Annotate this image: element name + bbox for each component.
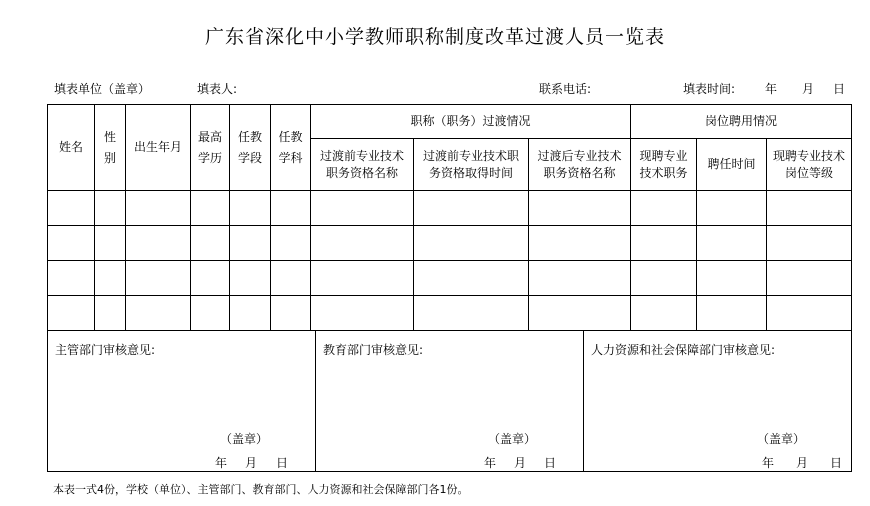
- hr-review-box[interactable]: [583, 331, 851, 471]
- cell-name[interactable]: [48, 191, 95, 226]
- cell-name[interactable]: [48, 296, 95, 331]
- cell-hire-time[interactable]: [697, 191, 767, 226]
- cell-hire-time[interactable]: [697, 226, 767, 261]
- cell-name[interactable]: [48, 261, 95, 296]
- header-post-group: [631, 105, 852, 139]
- cell-stage[interactable]: [230, 191, 271, 226]
- header-before-name-text: 过渡前专业技术职务资格名称: [319, 148, 404, 180]
- cell-stage[interactable]: [230, 261, 271, 296]
- header-before-time: [414, 139, 529, 191]
- cell-post-level[interactable]: [767, 261, 852, 296]
- header-subject-text: 任教学科: [278, 129, 303, 165]
- hr-day-label: 日: [830, 456, 843, 470]
- cell-current-post[interactable]: [631, 261, 697, 296]
- cell-current-post[interactable]: [631, 296, 697, 331]
- hr-year-label: 年: [762, 456, 775, 470]
- fill-year-label: 年: [765, 82, 778, 96]
- cell-birth[interactable]: [126, 226, 191, 261]
- review-section: [47, 331, 852, 472]
- supervisor-review-label: 主管部门审核意见:: [55, 343, 156, 357]
- hr-month-label: 月: [796, 456, 809, 470]
- header-after-name: [529, 139, 631, 191]
- education-review-box[interactable]: [315, 331, 583, 471]
- header-after-name-text: 过渡后专业技术职务资格名称: [537, 148, 622, 180]
- filler-label: 填表人:: [197, 82, 238, 96]
- header-hire-time-text: 聘任时间: [707, 157, 756, 171]
- header-birth-text: 出生年月: [133, 140, 182, 154]
- header-post-level-text: 现聘专业技术岗位等级: [773, 148, 846, 180]
- table-row: [48, 226, 852, 261]
- phone-label: 联系电话:: [539, 82, 592, 96]
- cell-before-name[interactable]: [311, 296, 414, 331]
- header-before-time-text: 过渡前专业技术职务资格取得时间: [422, 148, 519, 180]
- education-month-label: 月: [514, 456, 527, 470]
- header-post-group-text: 岗位聘用情况: [705, 114, 778, 128]
- header-stage: [230, 105, 271, 191]
- header-gender: [95, 105, 126, 191]
- header-gender-text: 性别: [103, 129, 116, 165]
- header-hire-time: [697, 139, 767, 191]
- header-current-post: [631, 139, 697, 191]
- education-day-label: 日: [544, 456, 557, 470]
- supervisor-seal-label: （盖章）: [220, 432, 269, 446]
- personnel-table: [47, 104, 852, 331]
- hr-seal-label: （盖章）: [757, 432, 806, 446]
- cell-birth[interactable]: [126, 191, 191, 226]
- cell-education[interactable]: [191, 191, 230, 226]
- cell-subject[interactable]: [271, 191, 311, 226]
- cell-hire-time[interactable]: [697, 261, 767, 296]
- header-subject: [271, 105, 311, 191]
- footnote: 本表一式4份，学校（单位）、主管部门、教育部门、人力资源和社会保障部门各1份。: [53, 483, 469, 496]
- cell-birth[interactable]: [126, 296, 191, 331]
- filling-unit-label: 填表单位（盖章）: [54, 82, 151, 96]
- cell-birth[interactable]: [126, 261, 191, 296]
- cell-gender[interactable]: [95, 296, 126, 331]
- header-stage-text: 任教学段: [237, 129, 262, 165]
- cell-stage[interactable]: [230, 296, 271, 331]
- header-name-text: 姓名: [58, 140, 83, 154]
- cell-gender[interactable]: [95, 226, 126, 261]
- cell-before-name[interactable]: [311, 261, 414, 296]
- table-row: [48, 191, 852, 226]
- cell-before-time[interactable]: [414, 296, 529, 331]
- education-review-label: 教育部门审核意见:: [323, 343, 424, 357]
- cell-current-post[interactable]: [631, 226, 697, 261]
- supervisor-year-label: 年: [215, 456, 228, 470]
- cell-after-name[interactable]: [529, 296, 631, 331]
- cell-subject[interactable]: [271, 296, 311, 331]
- header-name: [48, 105, 95, 191]
- header-transition-group: [311, 105, 631, 139]
- cell-before-time[interactable]: [414, 261, 529, 296]
- page-title: 广东省深化中小学教师职称制度改革过渡人员一览表: [204, 26, 665, 48]
- education-seal-label: （盖章）: [488, 432, 537, 446]
- fill-month-label: 月: [802, 82, 815, 96]
- supervisor-day-label: 日: [276, 456, 289, 470]
- education-year-label: 年: [484, 456, 497, 470]
- cell-post-level[interactable]: [767, 191, 852, 226]
- cell-before-name[interactable]: [311, 191, 414, 226]
- cell-before-name[interactable]: [311, 226, 414, 261]
- hr-review-label: 人力资源和社会保障部门审核意见:: [591, 343, 776, 357]
- cell-after-name[interactable]: [529, 261, 631, 296]
- cell-name[interactable]: [48, 226, 95, 261]
- header-before-name: [311, 139, 414, 191]
- cell-education[interactable]: [191, 261, 230, 296]
- header-current-post-text: 现聘专业技术职务: [639, 148, 688, 180]
- header-birth: [126, 105, 191, 191]
- cell-education[interactable]: [191, 296, 230, 331]
- cell-post-level[interactable]: [767, 226, 852, 261]
- cell-before-time[interactable]: [414, 191, 529, 226]
- cell-stage[interactable]: [230, 226, 271, 261]
- cell-current-post[interactable]: [631, 191, 697, 226]
- table-row: [48, 261, 852, 296]
- header-post-level: [767, 139, 852, 191]
- header-transition-group-text: 职称（职务）过渡情况: [410, 114, 531, 128]
- cell-after-name[interactable]: [529, 191, 631, 226]
- fill-day-label: 日: [833, 82, 846, 96]
- cell-before-time[interactable]: [414, 226, 529, 261]
- fill-time-label: 填表时间:: [683, 82, 736, 96]
- supervisor-month-label: 月: [245, 456, 258, 470]
- cell-gender[interactable]: [95, 261, 126, 296]
- cell-education[interactable]: [191, 226, 230, 261]
- table-row: [48, 296, 852, 331]
- cell-hire-time[interactable]: [697, 296, 767, 331]
- cell-subject[interactable]: [271, 261, 311, 296]
- cell-post-level[interactable]: [767, 296, 852, 331]
- cell-gender[interactable]: [95, 191, 126, 226]
- header-education-text: 最高学历: [197, 129, 222, 165]
- header-education: [191, 105, 230, 191]
- cell-after-name[interactable]: [529, 226, 631, 261]
- supervisor-review-box[interactable]: [48, 331, 315, 471]
- cell-subject[interactable]: [271, 226, 311, 261]
